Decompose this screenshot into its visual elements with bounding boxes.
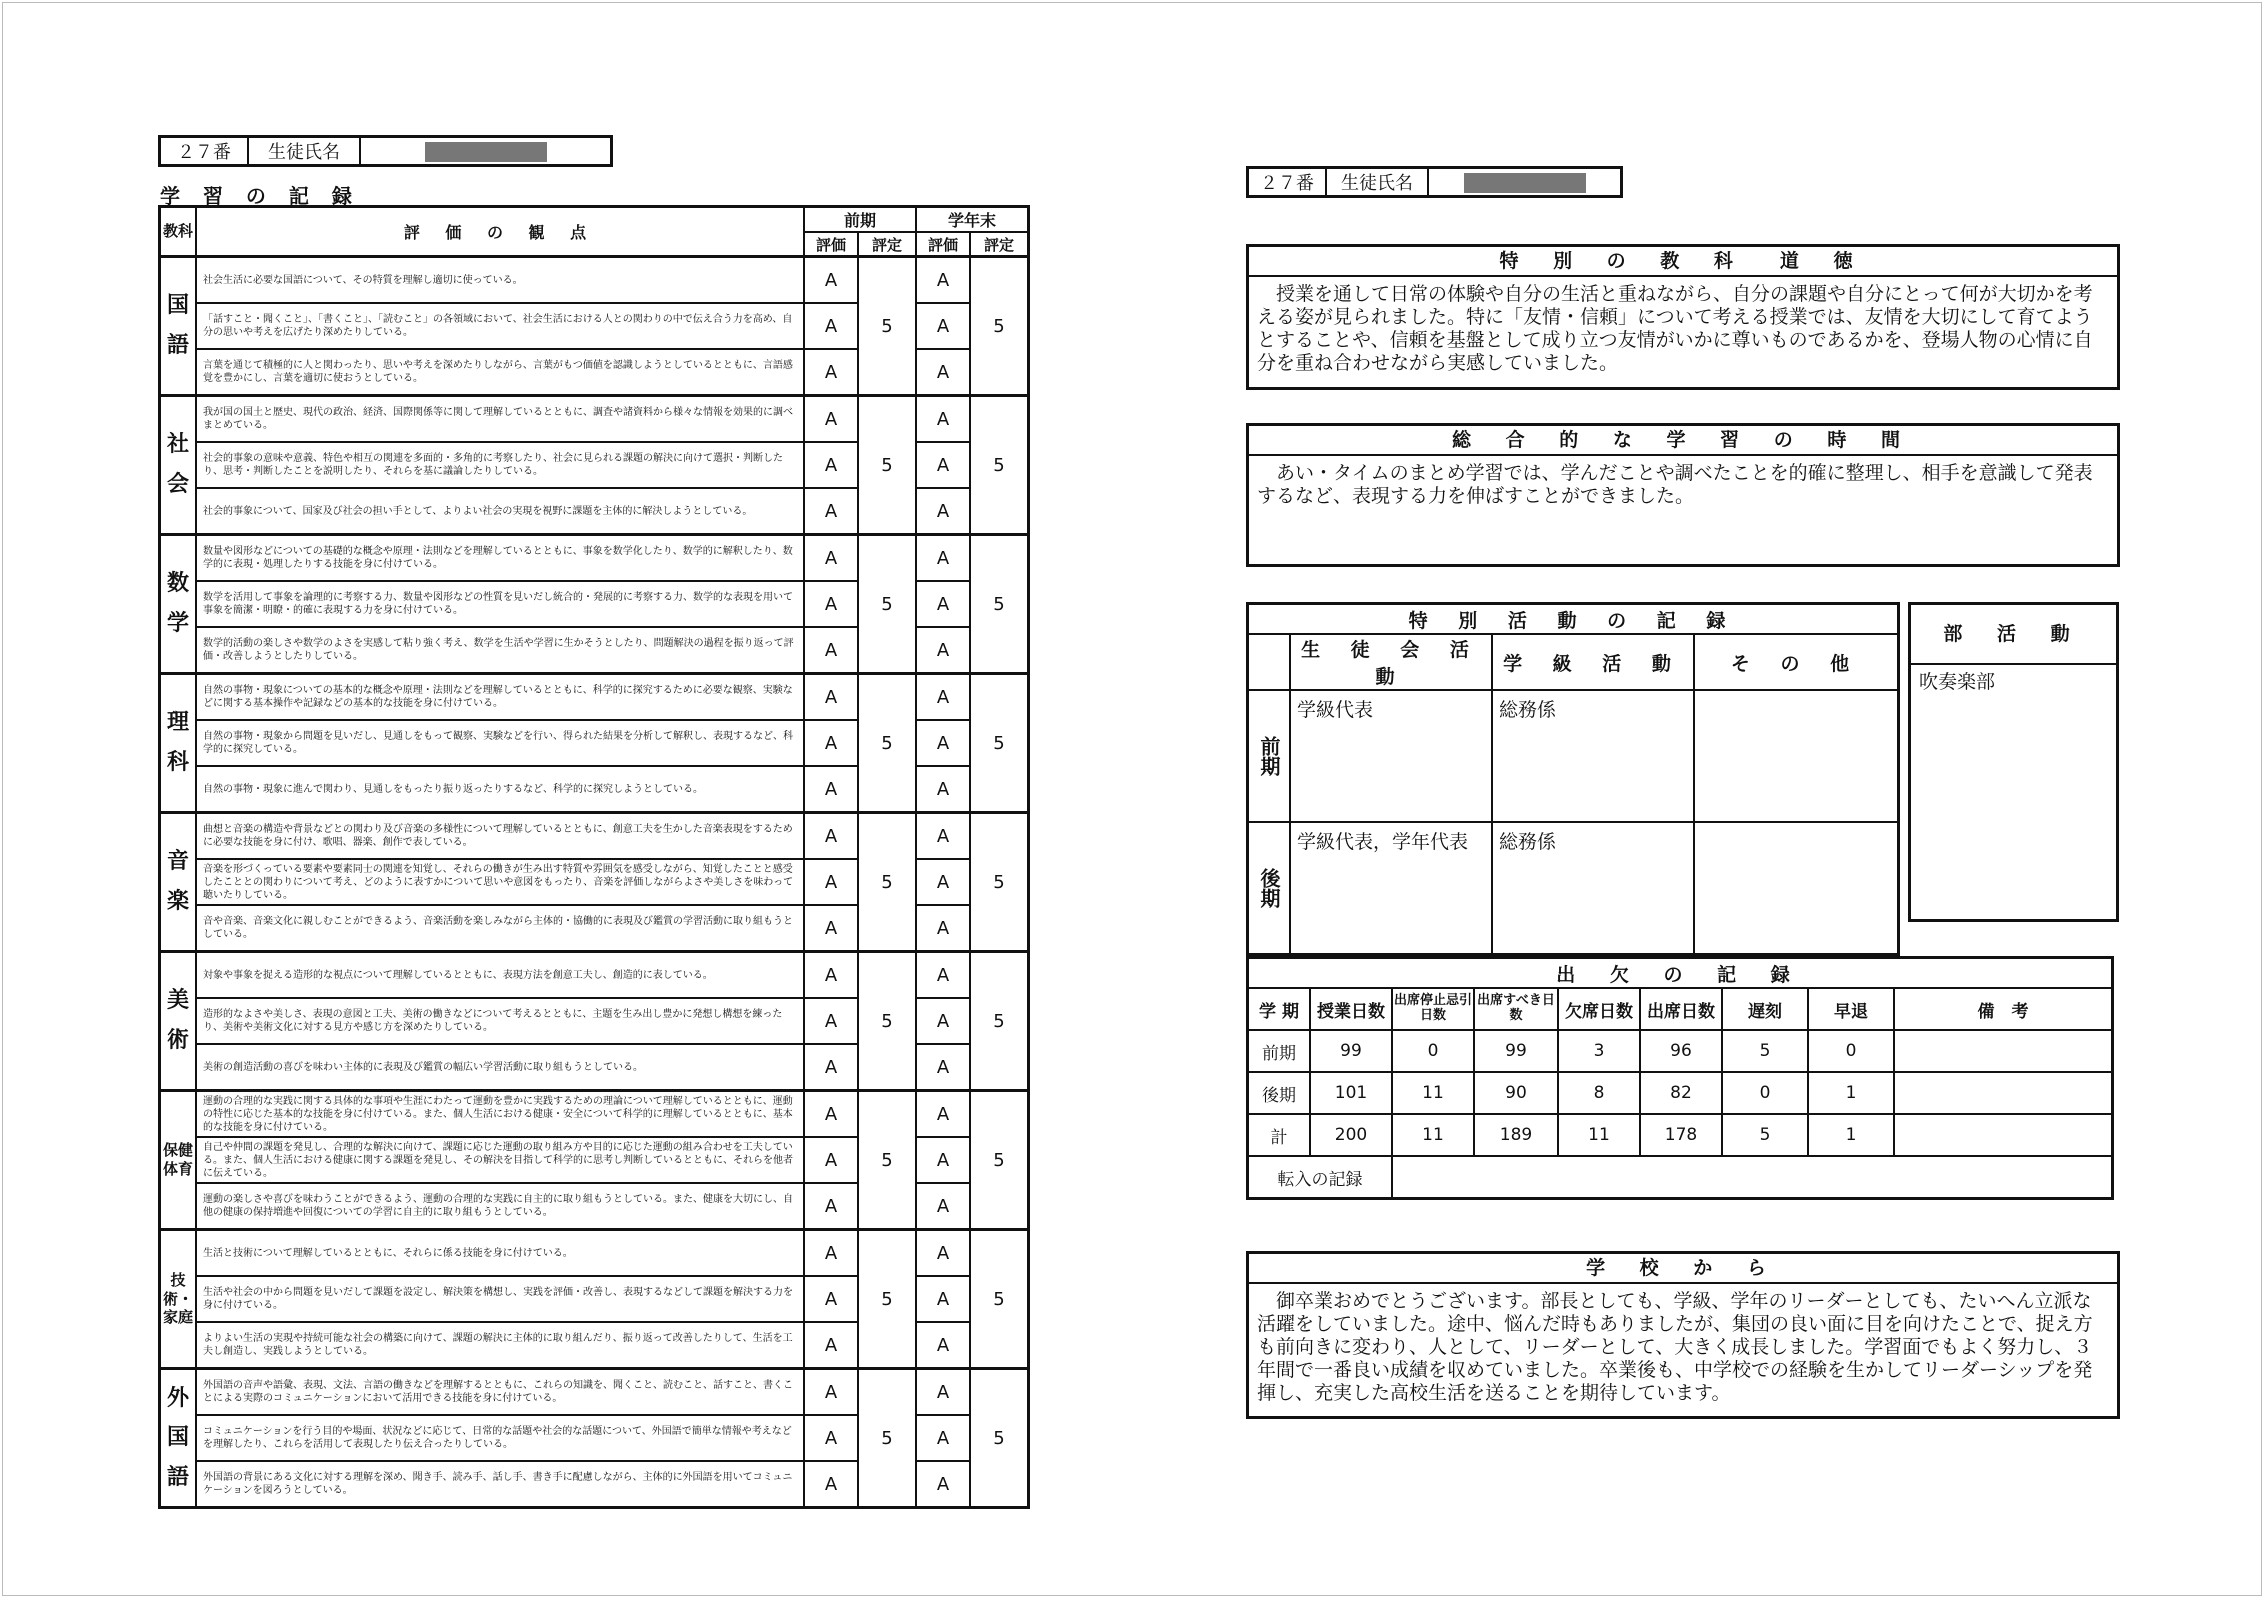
attendance-header: 出席日数 [1640, 988, 1722, 1030]
year-end-eval: A [916, 859, 970, 905]
activity-term-label: 前期 [1248, 690, 1291, 822]
criterion-text: 自己や仲間の課題を発見し、合理的な解決に向けて、課題に応じた運動の取り組み方や目的に応じた運動の組み合わせを工夫している。また、個人生活における健康に関する課題を発見し、その解決を目指して科学的に思考し判断しているとともに、それらを他者に伝えている。 [196, 1137, 804, 1183]
criterion-text: 数学を活用して事象を論理的に考察する力、数量や図形などの性質を見いだし統合的・発展的に考察する力、数学的な表現を用いて事象を簡潔・明瞭・的確に表現する力を身に付けている。 [196, 581, 804, 627]
criterion-text: 曲想と音楽の構造や背景などとの関わり及び音楽の多様性について理解しているとともに、創意工夫を生かした音楽表現をするために必要な技能を身に付け、歌唱、器楽、創作で表している。 [196, 813, 804, 860]
year-end-eval: A [916, 257, 970, 304]
attendance-value: 5 [1722, 1030, 1808, 1072]
attendance-header: 出席すべき日数 [1474, 988, 1558, 1030]
year-end-eval: A [916, 1461, 970, 1508]
year-end-eval: A [916, 349, 970, 396]
first-term-grade: 5 [858, 952, 916, 1091]
left-student-header [158, 135, 613, 167]
attendance-value: 1 [1808, 1114, 1894, 1156]
subject-row [160, 257, 1029, 304]
year-end-eval: A [916, 720, 970, 766]
year-end-eval: A [916, 674, 970, 721]
first-term-eval: A [804, 488, 858, 535]
subject-name: 社会 [160, 396, 197, 535]
school-message-text: 御卒業おめでとうございます。部長としても、学級、学年のリーダーとしても、たいへん立派な活躍をしていました。途中、悩んだ時もありましたが、集団の良い面に目を向けたことで、捉え方も前向きに変わり、人として、リーダーとして、大きく成長しました。学習面でもよく努力し、３年間で一番良い成績を収めていました。卒業後も、中学校での経験を生かしてリーダーシップを発揮し、充実した高校生活を送ることを期待しています。 [1257, 1290, 2093, 1404]
subject-row [160, 813, 1029, 860]
attendance-value: 11 [1392, 1072, 1474, 1114]
attendance-value: 82 [1640, 1072, 1722, 1114]
grade-header: 評定 [858, 232, 916, 257]
criterion-text: 社会生活に必要な国語について、その特質を理解し適切に使っている。 [196, 257, 804, 304]
subject-name: 美術 [160, 952, 197, 1091]
year-end-eval: A [916, 396, 970, 443]
first-term-eval: A [804, 442, 858, 488]
criterion-text: 音や音楽、音楽文化に親しむことができるよう、音楽活動を楽しみながら主体的・協働的に表現及び鑑賞の学習活動に取り組もうとしている。 [196, 905, 804, 952]
attendance-note [1894, 1114, 2113, 1156]
subject-name: 数学 [160, 535, 197, 674]
school-message-box [1246, 1251, 2120, 1419]
year-end-eval: A [916, 442, 970, 488]
attendance-note [1894, 1072, 2113, 1114]
activity-term-label: 後期 [1248, 822, 1291, 955]
criterion-text: 社会的事象について、国家及び社会の担い手として、よりよい社会の実現を視野に課題を主体的に解決しようとしている。 [196, 488, 804, 535]
year-end-eval: A [916, 1369, 970, 1416]
subject-row [160, 396, 1029, 443]
club-activity-value: 吹奏楽部 [1919, 671, 1996, 693]
first-term-grade: 5 [858, 1369, 916, 1508]
student-number: ２７番 [1248, 168, 1327, 197]
class-activity-header: 学 級 活 動 [1492, 634, 1694, 690]
special-activities-table [1246, 602, 1900, 956]
special-activities-title: 特 別 活 動 の 記 録 [1248, 604, 1899, 635]
criterion-text: よりよい生活の実現や持続可能な社会の構築に向けて、課題の解決に主体的に取り組んだり、振り返って改善したりして、生活を工夫し創造し、実践しようとしている。 [196, 1322, 804, 1369]
attendance-header: 欠席日数 [1558, 988, 1640, 1030]
first-term-grade: 5 [858, 1230, 916, 1369]
attendance-value: 1 [1808, 1072, 1894, 1114]
criterion-text: 運動の合理的な実践に関する具体的な事項や生涯にわたって運動を豊かに実践するための理論について理解しているとともに、運動の特性に応じた基本的な技能を身に付けている。また、個人生活における健康・安全について科学的に理解しているとともに、基本的な技能を身に付けている。 [196, 1091, 804, 1138]
learning-record-title: 学 習 の 記 録 [160, 184, 360, 208]
year-end-eval: A [916, 581, 970, 627]
attendance-value: 0 [1722, 1072, 1808, 1114]
year-end-eval: A [916, 1091, 970, 1138]
year-end-eval: A [916, 488, 970, 535]
other-activity-header: そ の 他 [1694, 634, 1899, 690]
year-end-eval: A [916, 1415, 970, 1461]
year-end-eval: A [916, 303, 970, 349]
attendance-value: 11 [1558, 1114, 1640, 1156]
attendance-term: 計 [1248, 1114, 1311, 1156]
first-term-eval: A [804, 627, 858, 674]
student-name-redacted [1428, 168, 1622, 197]
subject-name: 国語 [160, 257, 197, 396]
viewpoint-header: 評 価 の 観 点 [196, 207, 804, 257]
student-name-label: 生徒氏名 [248, 137, 360, 166]
criterion-text: 数量や図形などについての基礎的な概念や原理・法則などを理解しているとともに、事象を数学化したり、数学的に解釈したり、数学的に表現・処理したりする技能を身に付けている。 [196, 535, 804, 582]
first-term-eval: A [804, 349, 858, 396]
first-term-eval: A [804, 535, 858, 582]
criterion-text: 我が国の国土と歴史、現代の政治、経済、国際関係等に関して理解しているとともに、調査や諸資料から様々な情報を効果的に調べまとめている。 [196, 396, 804, 443]
club-activity-box [1908, 602, 2119, 922]
moral-education-title: 特 別 の 教 科 道 徳 [1249, 247, 2117, 277]
attendance-note [1894, 1030, 2113, 1072]
attendance-header: 授業日数 [1310, 988, 1392, 1030]
year-end-grade: 5 [970, 674, 1029, 813]
eval-header: 評価 [916, 232, 970, 257]
subject-row [160, 1369, 1029, 1416]
attendance-row [1248, 1030, 2113, 1072]
year-end-eval: A [916, 1322, 970, 1369]
eval-header: 評価 [804, 232, 858, 257]
year-end-eval: A [916, 905, 970, 952]
criterion-text: 「話すこと・聞くこと」、「書くこと」、「読むこと」の各領域において、社会生活における人との関わりの中で伝え合う力を高め、自分の思いや考えを広げたり深めたりしている。 [196, 303, 804, 349]
year-end-grade: 5 [970, 1369, 1029, 1508]
subject-row [160, 674, 1029, 721]
student-name-label: 生徒氏名 [1326, 168, 1428, 197]
attendance-value: 0 [1808, 1030, 1894, 1072]
criterion-text: 生活と技術について理解しているとともに、それらに係る技能を身に付けている。 [196, 1230, 804, 1277]
criterion-text: 社会的事象の意味や意義、特色や相互の関連を多面的・多角的に考察したり、社会に見られる課題の解決に向けて選択・判断したり、思考・判断したことを説明したり、それらを基に議論したりしている。 [196, 442, 804, 488]
subject-name: 外国語 [160, 1369, 197, 1508]
year-end-eval: A [916, 998, 970, 1044]
first-term-eval: A [804, 1369, 858, 1416]
year-end-eval: A [916, 627, 970, 674]
attendance-row [1248, 1072, 2113, 1114]
criterion-text: 自然の事物・現象から問題を見いだし、見通しをもって観察、実験などを行い、得られた結果を分析して解釈し、表現するなど、科学的に探究している。 [196, 720, 804, 766]
attendance-value: 189 [1474, 1114, 1558, 1156]
year-end-grade: 5 [970, 813, 1029, 952]
year-end-eval: A [916, 1276, 970, 1322]
class-activity-first: 総務係 [1492, 690, 1694, 822]
subject-header: 教科 [160, 207, 197, 257]
first-term-eval: A [804, 720, 858, 766]
moral-education-box [1246, 244, 2120, 390]
first-term-eval: A [804, 1091, 858, 1138]
year-end-grade: 5 [970, 1230, 1029, 1369]
student-name-redacted [360, 137, 612, 166]
attendance-term: 前期 [1248, 1030, 1311, 1072]
criterion-text: 造形的なよさや美しさ、表現の意図と工夫、美術の働きなどについて考えるとともに、主題を生み出し豊かに発想し構想を練ったり、美術や美術文化に対する見方や感じ方を深めたりしている。 [196, 998, 804, 1044]
attendance-value: 99 [1310, 1030, 1392, 1072]
first-term-eval: A [804, 1183, 858, 1230]
criterion-text: 音楽を形づくっている要素や要素同士の関連を知覚し、それらの働きが生み出す特質や雰囲気を感受しながら、知覚したことと感受したこととの関わりについて考え、どのように表すかについて思いや意図をもったり、音楽を評価しながらよさや美しさを味わって聴いたりしている。 [196, 859, 804, 905]
attendance-row [1248, 1114, 2113, 1156]
criterion-text: 外国語の背景にある文化に対する理解を深め、聞き手、読み手、話し手、書き手に配慮しながら、主体的に外国語を用いてコミュニケーションを図ろうとしている。 [196, 1461, 804, 1508]
criterion-text: 言葉を通じて積極的に人と関わったり、思いや考えを深めたりしながら、言葉がもつ価値を認識しようとしているとともに、言語感覚を豊かにし、言葉を適切に使おうとしている。 [196, 349, 804, 396]
attendance-header: 出席停止忌引日数 [1392, 988, 1474, 1030]
first-term-eval: A [804, 1415, 858, 1461]
criterion-text: 生活や社会の中から問題を見いだして課題を設定し、解決策を構想し、実践を評価・改善し、表現するなどして課題を解決する力を身に付けている。 [196, 1276, 804, 1322]
subject-row [160, 1230, 1029, 1277]
first-term-eval: A [804, 998, 858, 1044]
attendance-table [1246, 956, 2114, 1200]
student-council-second: 学級代表，学年代表 [1290, 822, 1492, 955]
first-term-grade: 5 [858, 535, 916, 674]
attendance-value: 8 [1558, 1072, 1640, 1114]
year-end-grade: 5 [970, 257, 1029, 396]
attendance-value: 0 [1392, 1030, 1474, 1072]
attendance-value: 99 [1474, 1030, 1558, 1072]
criterion-text: 外国語の音声や語彙、表現、文法、言語の働きなどを理解するとともに、これらの知識を、聞くこと、読むこと、話すこと、書くことによる実際のコミュニケーションにおいて活用できる技能を身に付けている。 [196, 1369, 804, 1416]
year-end-eval: A [916, 535, 970, 582]
first-term-eval: A [804, 1137, 858, 1183]
first-term-header: 前期 [804, 207, 916, 233]
criterion-text: 美術の創造活動の喜びを味わい主体的に表現及び鑑賞の幅広い学習活動に取り組もうとしている。 [196, 1044, 804, 1091]
first-term-eval: A [804, 581, 858, 627]
first-term-eval: A [804, 859, 858, 905]
year-end-grade: 5 [970, 396, 1029, 535]
attendance-value: 178 [1640, 1114, 1722, 1156]
year-end-eval: A [916, 1044, 970, 1091]
club-activity-title: 部 活 動 [1911, 605, 2116, 665]
criterion-text: 自然の事物・現象に進んで関わり、見通しをもったり振り返ったりするなど、科学的に探究しようとしている。 [196, 766, 804, 813]
first-term-eval: A [804, 1230, 858, 1277]
first-term-grade: 5 [858, 813, 916, 952]
attendance-value: 101 [1310, 1072, 1392, 1114]
year-end-eval: A [916, 1230, 970, 1277]
year-end-grade: 5 [970, 1091, 1029, 1230]
first-term-eval: A [804, 674, 858, 721]
attendance-value: 96 [1640, 1030, 1722, 1072]
first-term-eval: A [804, 1044, 858, 1091]
attendance-value: 5 [1722, 1114, 1808, 1156]
subject-name: 理科 [160, 674, 197, 813]
criterion-text: 運動の楽しさや喜びを味わうことができるよう、運動の合理的な実践に自主的に取り組もうとしている。また、健康を大切にし、自他の健康の保持増進や回復についての学習に自主的に取り組もうとしている。 [196, 1183, 804, 1230]
attendance-header: 遅刻 [1722, 988, 1808, 1030]
attendance-header: 学 期 [1248, 988, 1311, 1030]
first-term-eval: A [804, 905, 858, 952]
other-activity-second [1694, 822, 1899, 955]
first-term-eval: A [804, 813, 858, 860]
attendance-value: 11 [1392, 1114, 1474, 1156]
student-number: ２７番 [160, 137, 249, 166]
learning-record-table [158, 205, 1030, 1509]
integrated-study-title: 総 合 的 な 学 習 の 時 間 [1249, 426, 2117, 456]
first-term-grade: 5 [858, 1091, 916, 1230]
integrated-study-text: あい・タイムのまとめ学習では、学んだことや調べたことを的確に整理し、相手を意識して発表するなど、表現する力を伸ばすことができました。 [1257, 462, 2093, 507]
attendance-value: 90 [1474, 1072, 1558, 1114]
year-end-eval: A [916, 813, 970, 860]
year-end-eval: A [916, 952, 970, 999]
subject-name: 技術・家庭 [160, 1230, 197, 1369]
first-term-eval: A [804, 396, 858, 443]
first-term-eval: A [804, 1276, 858, 1322]
moral-education-text: 授業を通して日常の体験や自分の生活と重ねながら、自分の課題や自分にとって何が大切かを考える姿が見られました。特に「友情・信頼」について考える授業では、友情を大切にして育てようとすることや、信頼を基盤として成り立つ友情がいかに尊いものであるかを、登場人物の心情に自分を重ね合わせながら実感していました。 [1257, 283, 2093, 374]
year-end-eval: A [916, 766, 970, 813]
attendance-value: 3 [1558, 1030, 1640, 1072]
subject-row [160, 952, 1029, 999]
integrated-study-box [1246, 423, 2120, 567]
criterion-text: 対象や事象を捉える造形的な視点について理解しているとともに、表現方法を創意工夫し、創造的に表している。 [196, 952, 804, 999]
class-activity-second: 総務係 [1492, 822, 1694, 955]
attendance-term: 後期 [1248, 1072, 1311, 1114]
first-term-grade: 5 [858, 396, 916, 535]
school-message-title: 学 校 か ら [1249, 1254, 2117, 1284]
student-council-header: 生 徒 会 活 動 [1290, 634, 1492, 690]
year-end-eval: A [916, 1183, 970, 1230]
attendance-header: 早退 [1808, 988, 1894, 1030]
subject-name: 音楽 [160, 813, 197, 952]
first-term-eval: A [804, 766, 858, 813]
attendance-title: 出 欠 の 記 録 [1248, 958, 2113, 989]
first-term-eval: A [804, 303, 858, 349]
attendance-value: 200 [1310, 1114, 1392, 1156]
first-term-eval: A [804, 1461, 858, 1508]
subject-row [160, 1091, 1029, 1138]
first-term-grade: 5 [858, 257, 916, 396]
right-student-header [1246, 166, 1623, 198]
first-term-eval: A [804, 257, 858, 304]
transfer-value [1392, 1156, 2113, 1199]
transfer-label: 転入の記録 [1248, 1156, 1393, 1199]
criterion-text: 自然の事物・現象についての基本的な概念や原理・法則などを理解しているとともに、科学的に探究するために必要な観察、実験などに関する基本操作や記録などの基本的な技能を身に付けている。 [196, 674, 804, 721]
first-term-eval: A [804, 952, 858, 999]
attendance-header: 備 考 [1894, 988, 2113, 1030]
subject-name: 保健体育 [160, 1091, 197, 1230]
criterion-text: 数学的活動の楽しさや数学のよさを実感して粘り強く考え、数学を生活や学習に生かそうとしたり、問題解決の過程を振り返って評価・改善しようとしたりしている。 [196, 627, 804, 674]
year-end-grade: 5 [970, 535, 1029, 674]
first-term-grade: 5 [858, 674, 916, 813]
subject-row [160, 535, 1029, 582]
first-term-eval: A [804, 1322, 858, 1369]
other-activity-first [1694, 690, 1899, 822]
student-council-first: 学級代表 [1290, 690, 1492, 822]
year-end-eval: A [916, 1137, 970, 1183]
grade-header: 評定 [970, 232, 1029, 257]
criterion-text: コミュニケーションを行う目的や場面、状況などに応じて、日常的な話題や社会的な話題について、外国語で簡単な情報や考えなどを理解したり、これらを活用して表現したり伝え合ったりしている。 [196, 1415, 804, 1461]
year-end-header: 学年末 [916, 207, 1029, 233]
year-end-grade: 5 [970, 952, 1029, 1091]
